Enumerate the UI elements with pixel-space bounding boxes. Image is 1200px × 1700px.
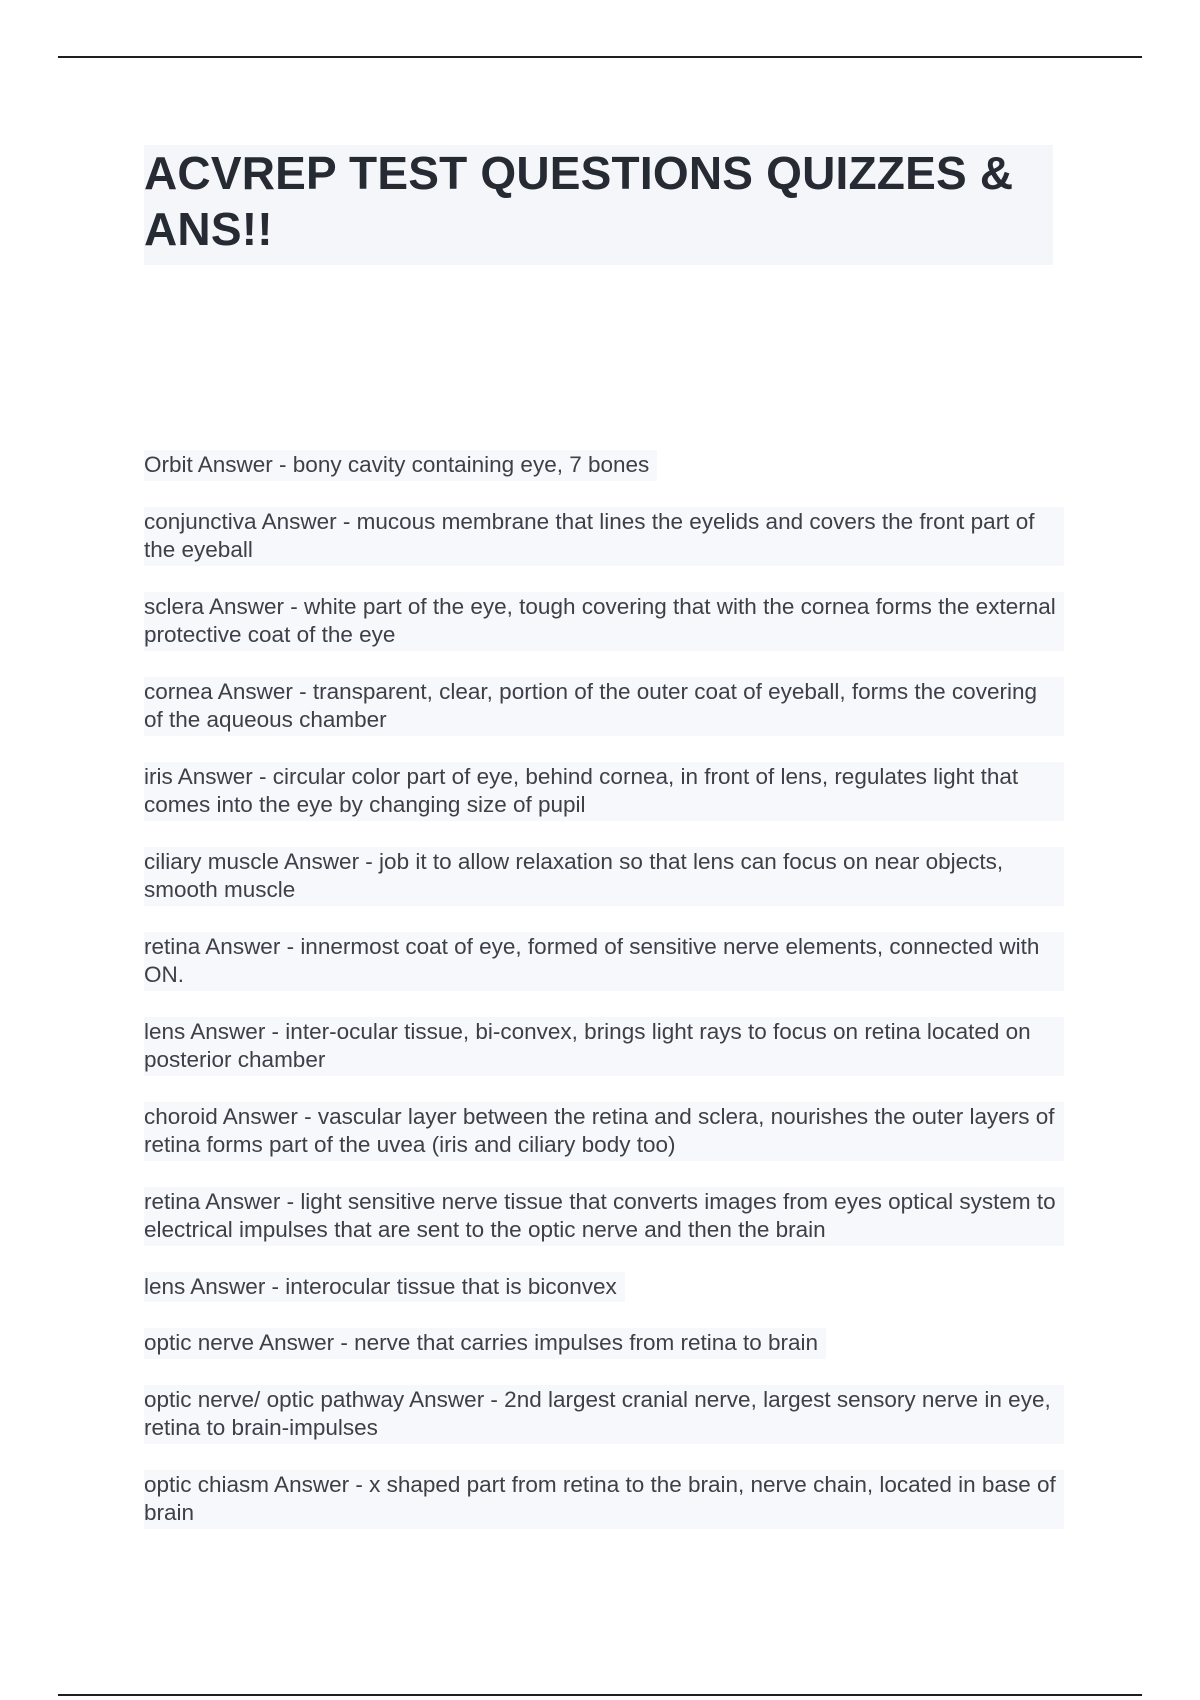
list-item — [144, 1017, 1064, 1102]
qa-text: retina Answer - innermost coat of eye, formed of sensitive nerve elements, connected with ON. — [144, 932, 1064, 991]
qa-text: lens Answer - interocular tissue that is biconvex — [144, 1272, 625, 1303]
qa-text: optic nerve/ optic pathway Answer - 2nd largest cranial nerve, largest sensory nerve in eye, retina to brain-impulses — [144, 1385, 1064, 1444]
qa-text: choroid Answer - vascular layer between the retina and sclera, nourishes the outer layers of retina forms part of the uvea (iris and ciliary body too) — [144, 1102, 1064, 1161]
qa-list — [144, 450, 1064, 1555]
list-item — [144, 1272, 1064, 1329]
top-rule — [58, 56, 1142, 58]
list-item — [144, 847, 1064, 932]
qa-text: retina Answer - light sensitive nerve tissue that converts images from eyes optical system to electrical impulses that are sent to the optic nerve and then the brain — [144, 1187, 1064, 1246]
list-item — [144, 592, 1064, 677]
list-item — [144, 1328, 1064, 1385]
title-block — [144, 145, 1053, 265]
qa-text: optic chiasm Answer - x shaped part from retina to the brain, nerve chain, located in base of brain — [144, 1470, 1064, 1529]
list-item — [144, 507, 1064, 592]
list-item — [144, 762, 1064, 847]
list-item — [144, 1102, 1064, 1187]
list-item — [144, 1187, 1064, 1272]
list-item — [144, 1385, 1064, 1470]
qa-text: ciliary muscle Answer - job it to allow relaxation so that lens can focus on near objects, smooth muscle — [144, 847, 1064, 906]
qa-text: iris Answer - circular color part of eye, behind cornea, in front of lens, regulates light that comes into the eye by changing size of pupil — [144, 762, 1064, 821]
list-item — [144, 932, 1064, 1017]
bottom-rule — [58, 1694, 1142, 1696]
list-item — [144, 450, 1064, 507]
qa-text: cornea Answer - transparent, clear, portion of the outer coat of eyeball, forms the covering of the aqueous chamber — [144, 677, 1064, 736]
qa-text: sclera Answer - white part of the eye, tough covering that with the cornea forms the external protective coat of the eye — [144, 592, 1064, 651]
qa-text: optic nerve Answer - nerve that carries impulses from retina to brain — [144, 1328, 826, 1359]
qa-text: conjunctiva Answer - mucous membrane that lines the eyelids and covers the front part of the eyeball — [144, 507, 1064, 566]
qa-text: lens Answer - inter-ocular tissue, bi-convex, brings light rays to focus on retina located on posterior chamber — [144, 1017, 1064, 1076]
list-item — [144, 677, 1064, 762]
document-title: ACVREP TEST QUESTIONS QUIZZES & ANS!! — [144, 147, 1014, 255]
qa-text: Orbit Answer - bony cavity containing eye, 7 bones — [144, 450, 657, 481]
list-item — [144, 1470, 1064, 1555]
